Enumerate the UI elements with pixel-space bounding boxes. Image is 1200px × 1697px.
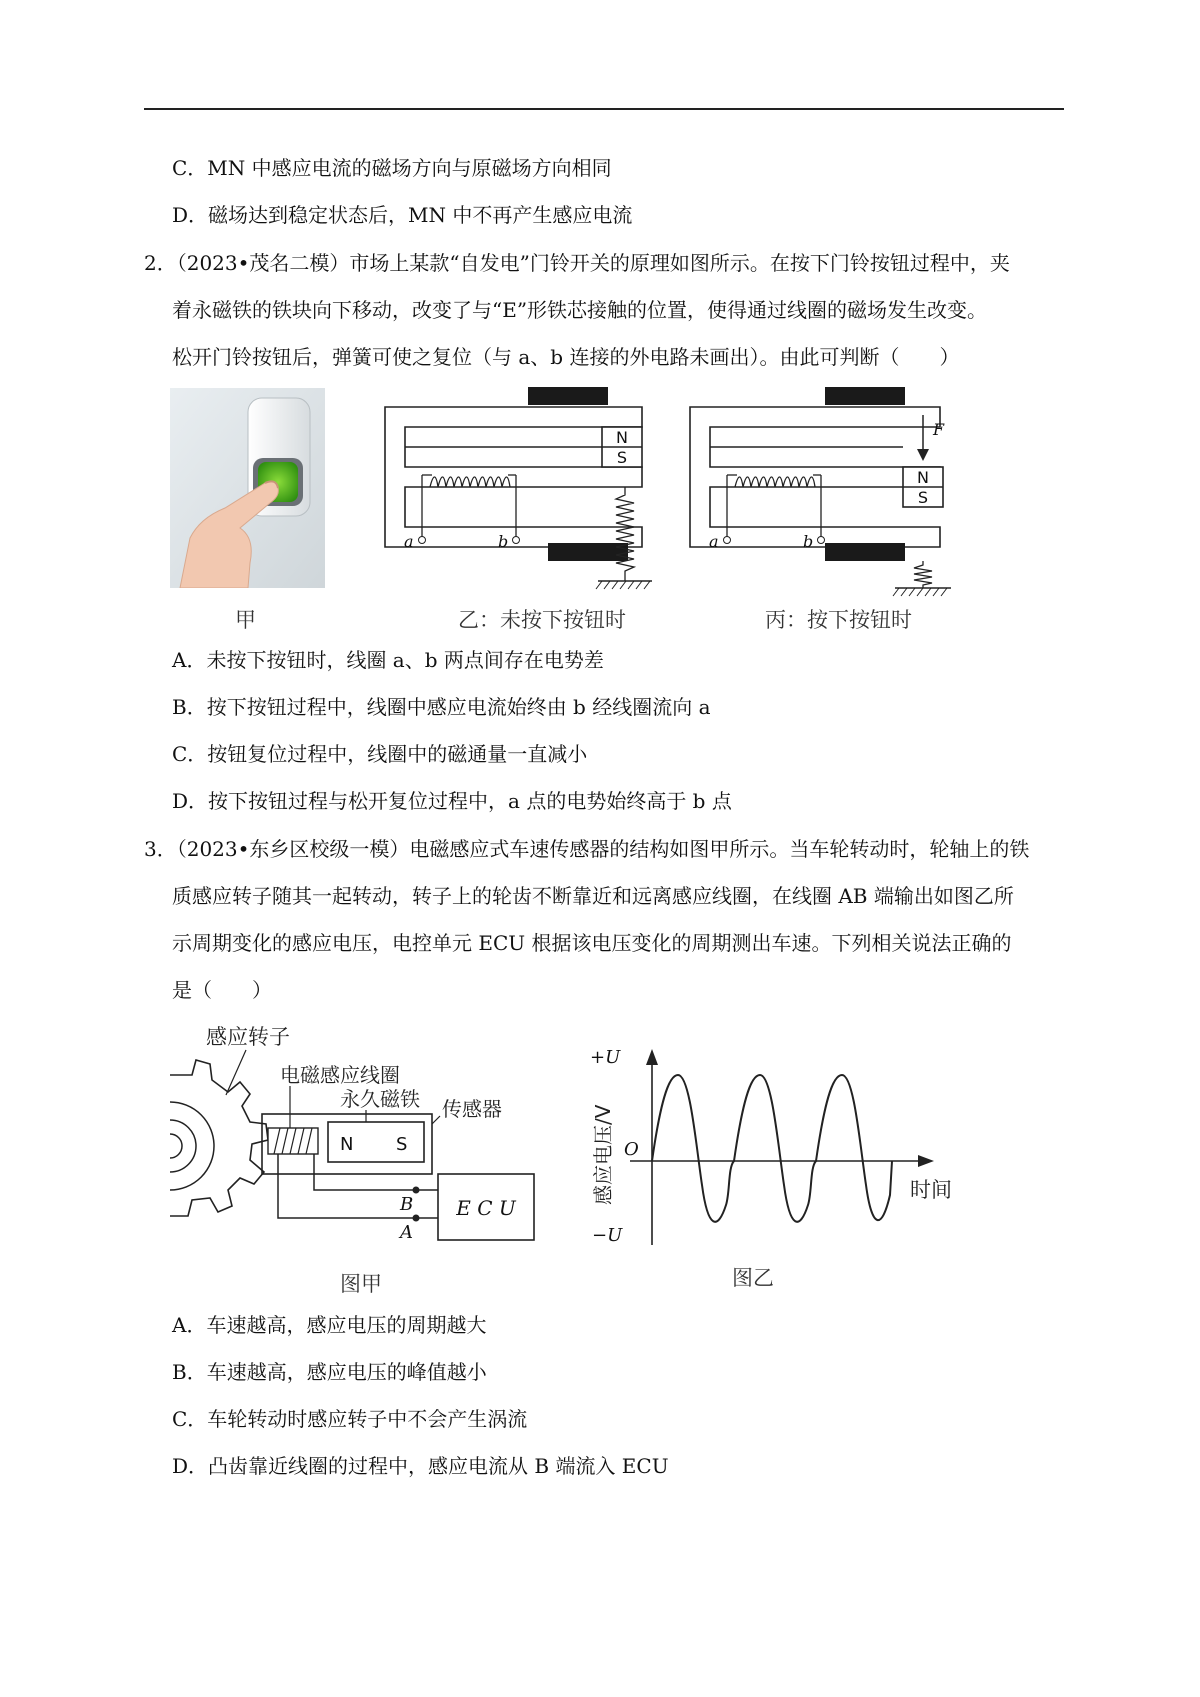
magnet-n-label: N: [340, 1134, 354, 1155]
q2-figure-yi-caption: 乙：未按下按钮时: [458, 608, 626, 632]
plus-u-label: +U: [590, 1047, 621, 1068]
q2-option-d: D．按下按钮过程与松开复位过程中，a 点的电势始终高于 b 点: [172, 789, 732, 813]
x-axis-label: 时间: [910, 1178, 952, 1202]
q1-option-c: C．MN 中感应电流的磁场方向与原磁场方向相同: [172, 156, 612, 180]
q2-stem-line-1: 2．（2023•茂名二模）市场上某款“自发电”门铃开关的原理如图所示。在按下门铃按钮过程中，夹: [144, 251, 1010, 275]
magnet-s-label: S: [616, 448, 628, 467]
terminal-a-label: A: [400, 1222, 413, 1243]
q2-option-c: C．按钮复位过程中，线圈中的磁通量一直减小: [172, 742, 588, 766]
magnet-s-label: S: [396, 1134, 408, 1155]
q2-figure-jia-caption: 甲: [235, 608, 256, 632]
rotor-gear: [170, 1060, 268, 1216]
terminal-b-label: b: [498, 532, 509, 551]
q3-option-d: D．凸齿靠近线圈的过程中，感应电流从 B 端流入 ECU: [172, 1454, 669, 1478]
q3-option-b: B．车速越高，感应电压的峰值越小: [172, 1360, 487, 1384]
voltage-graph: [580, 1045, 960, 1255]
q2-stem-line-2: 着永磁铁的铁块向下移动，改变了与“E”形铁芯接触的位置，使得通过线圈的磁场发生改变。: [172, 298, 988, 322]
q2-option-b: B．按下按钮过程中，线圈中感应电流始终由 b 经线圈流向 a: [172, 695, 711, 719]
minus-u-label: −U: [592, 1225, 623, 1246]
origin-label: O: [624, 1139, 639, 1160]
q2-option-a: A．未按下按钮时，线圈 a、b 两点间存在电势差: [172, 648, 604, 672]
magnet-n-label: N: [917, 468, 929, 487]
terminal-b-label: b: [803, 532, 814, 551]
y-axis-label: 感应电压/V: [591, 1104, 615, 1205]
terminal-a-label: a: [709, 532, 719, 551]
rotor-label: 感应转子: [206, 1025, 290, 1049]
q3-figure-yi-caption: 图乙: [732, 1266, 774, 1290]
spring: [616, 487, 634, 581]
q3-option-a: A．车速越高，感应电压的周期越大: [172, 1313, 487, 1337]
q2-stem-line-3: 松开门铃按钮后，弹簧可使之复位（与 a、b 连接的外电路未画出）。由此可判断（ ）: [172, 345, 960, 369]
magnet-label: 永久磁铁: [340, 1087, 420, 1111]
q3-stem-line-4: 是（ ）: [172, 978, 272, 1002]
spring: [914, 561, 932, 588]
ecu-label: E C U: [456, 1196, 516, 1220]
terminal-b-label: B: [400, 1194, 414, 1215]
q1-option-d: D．磁场达到稳定状态后，MN 中不再产生感应电流: [172, 203, 633, 227]
doorbell-photo: [170, 388, 325, 588]
q3-figure-jia-caption: 图甲: [340, 1272, 382, 1296]
header-rule: [144, 108, 1064, 110]
terminal-a-label: a: [404, 532, 414, 551]
iron-block-top: [528, 387, 608, 405]
magnet-s-label: S: [917, 488, 929, 507]
magnet-n-label: N: [616, 428, 628, 447]
coil-label: 电磁感应线圈: [280, 1063, 400, 1087]
voltage-waveform: [652, 1075, 892, 1222]
q2-figure-bing-caption: 丙：按下按钮时: [765, 608, 912, 632]
q3-stem-line-1: 3．（2023•东乡区校级一模）电磁感应式车速传感器的结构如图甲所示。当车轮转动时，轮轴上的铁: [144, 837, 1030, 861]
doorbell-diagram-unpressed: [380, 385, 660, 600]
sensor-label: 传感器: [442, 1097, 502, 1121]
q3-option-c: C．车轮转动时感应转子中不会产生涡流: [172, 1407, 528, 1431]
force-label: F: [933, 420, 945, 439]
wire-a: [278, 1154, 416, 1218]
iron-block-bottom: [548, 543, 628, 561]
speed-sensor-diagram: [170, 1020, 540, 1265]
q3-stem-line-2: 质感应转子随其一起转动，转子上的轮齿不断靠近和远离感应线圈，在线圈 AB 端输出如图乙所: [172, 884, 1014, 908]
iron-block-bottom: [825, 543, 905, 561]
q3-stem-line-3: 示周期变化的感应电压，电控单元 ECU 根据该电压变化的周期测出车速。下列相关说法正确的: [172, 931, 1012, 955]
doorbell-diagram-pressed: [685, 385, 970, 600]
iron-block-top: [825, 387, 905, 405]
